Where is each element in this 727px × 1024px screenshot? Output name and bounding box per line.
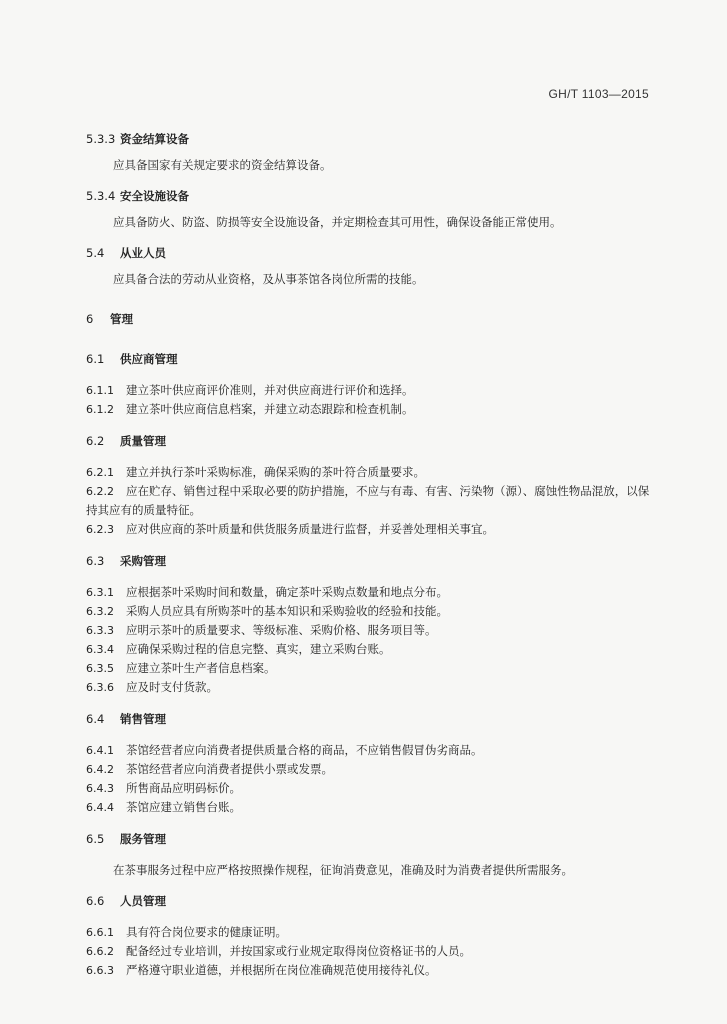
section-number: 6.1 <box>86 352 105 366</box>
list-item <box>86 583 656 602</box>
item-number: 6.4.4 <box>86 801 114 814</box>
item-number: 6.6.3 <box>86 964 114 977</box>
item-text: 建立茶叶供应商信息档案，并建立动态跟踪和检查机制。 <box>126 402 414 416</box>
item-number: 6.3.2 <box>86 605 114 618</box>
item-number: 6.3.5 <box>86 662 114 675</box>
item-number: 6.3.3 <box>86 624 114 637</box>
list-item <box>86 678 656 697</box>
section-title: 安全设施设备 <box>120 189 190 203</box>
section-heading-6-2 <box>86 432 656 450</box>
list-item <box>86 463 656 482</box>
section-heading-5-3-4 <box>86 187 656 205</box>
section-heading-6-1 <box>86 350 656 368</box>
list-item <box>86 659 656 678</box>
item-number: 6.3.6 <box>86 681 114 694</box>
section-heading-6-3 <box>86 552 656 570</box>
list-item <box>86 640 656 659</box>
item-number: 6.2.3 <box>86 523 114 536</box>
section-number: 5.4 <box>86 246 105 260</box>
item-number: 6.4.3 <box>86 782 114 795</box>
section-title: 质量管理 <box>120 434 167 448</box>
section-heading-6-5 <box>86 830 656 848</box>
section-title: 服务管理 <box>120 832 167 846</box>
item-text: 建立茶叶供应商评价准则，并对供应商进行评价和选择。 <box>126 383 414 397</box>
section-number: 6.3 <box>86 554 105 568</box>
list-item <box>86 798 656 817</box>
list-item <box>86 923 656 942</box>
list-item <box>86 779 656 798</box>
item-number: 6.6.2 <box>86 945 114 958</box>
item-number: 6.6.1 <box>86 926 114 939</box>
section-number: 6.6 <box>86 894 105 908</box>
section-number: 5.3.4 <box>86 189 116 203</box>
list-item <box>86 520 656 539</box>
item-text: 茶馆经营者应向消费者提供小票或发票。 <box>126 762 333 776</box>
item-text: 应根据茶叶采购时间和数量，确定茶叶采购点数量和地点分布。 <box>126 585 448 599</box>
section-number: 6.2 <box>86 434 105 448</box>
item-text: 采购人员应具有所购茶叶的基本知识和采购验收的经验和技能。 <box>126 604 448 618</box>
item-text: 应对供应商的茶叶质量和供货服务质量进行监督，并妥善处理相关事宜。 <box>126 522 494 536</box>
section-title: 管理 <box>110 312 134 326</box>
list-item <box>86 942 656 961</box>
item-number: 6.4.2 <box>86 763 114 776</box>
section-heading-5-4 <box>86 244 656 262</box>
item-text: 严格遵守职业道德，并根据所在岗位准确规范使用接待礼仪。 <box>126 963 437 977</box>
section-heading-6-6 <box>86 892 656 910</box>
item-number: 6.2.1 <box>86 466 114 479</box>
paragraph: 应具备合法的劳动从业资格，及从事茶馆各岗位所需的技能。 <box>113 272 424 286</box>
section-number: 6.5 <box>86 832 105 846</box>
item-text: 应建立茶叶生产者信息档案。 <box>126 661 276 675</box>
list-item <box>86 961 656 980</box>
section-heading-5-3-3 <box>86 130 656 148</box>
paragraph: 应具备防火、防盗、防损等安全设施设备，并定期检查其可用性，确保设备能正常使用。 <box>113 215 562 229</box>
item-text: 配备经过专业培训，并按国家或行业规定取得岗位资格证书的人员。 <box>126 944 471 958</box>
item-text: 应及时支付货款。 <box>126 680 218 694</box>
list-item <box>86 621 656 640</box>
list-item <box>86 741 656 760</box>
section-number: 6 <box>86 312 94 326</box>
item-text: 茶馆经营者应向消费者提供质量合格的商品，不应销售假冒伪劣商品。 <box>126 743 483 757</box>
list-item <box>86 602 656 621</box>
paragraph: 应具备国家有关规定要求的资金结算设备。 <box>113 158 332 172</box>
document-code: GH/T 1103—2015 <box>548 87 649 101</box>
item-number: 6.3.1 <box>86 586 114 599</box>
section-heading-6-4 <box>86 710 656 728</box>
section-title: 采购管理 <box>120 554 167 568</box>
item-number: 6.3.4 <box>86 643 114 656</box>
list-item <box>86 760 656 779</box>
section-title: 供应商管理 <box>120 352 178 366</box>
section-number: 6.4 <box>86 712 105 726</box>
section-title: 资金结算设备 <box>120 132 190 146</box>
list-item <box>86 482 656 520</box>
section-title: 人员管理 <box>120 894 167 908</box>
section-heading-6 <box>86 310 656 328</box>
item-text: 应确保采购过程的信息完整、真实，建立采购台账。 <box>126 642 391 656</box>
item-text: 建立并执行茶叶采购标准，确保采购的茶叶符合质量要求。 <box>126 465 425 479</box>
list-item <box>86 381 656 400</box>
item-text: 茶馆应建立销售台账。 <box>126 800 241 814</box>
item-text: 应明示茶叶的质量要求、等级标准、采购价格、服务项目等。 <box>126 623 437 637</box>
document-body <box>86 130 656 980</box>
item-text: 具有符合岗位要求的健康证明。 <box>126 925 287 939</box>
section-title: 从业人员 <box>120 246 167 260</box>
item-number: 6.4.1 <box>86 744 114 757</box>
item-text: 所售商品应明码标价。 <box>126 781 241 795</box>
section-number: 5.3.3 <box>86 132 116 146</box>
item-text: 应在贮存、销售过程中采取必要的防护措施，不应与有毒、有害、污染物（源）、腐蚀性物品混放，以保持其应有的质量特征。 <box>86 484 650 517</box>
list-item <box>86 400 656 419</box>
item-number: 6.1.1 <box>86 384 114 397</box>
section-title: 销售管理 <box>120 712 167 726</box>
paragraph: 在茶事服务过程中应严格按照操作规程，征询消费意见，准确及时为消费者提供所需服务。 <box>113 863 573 877</box>
item-number: 6.1.2 <box>86 403 114 416</box>
item-number: 6.2.2 <box>86 485 114 498</box>
